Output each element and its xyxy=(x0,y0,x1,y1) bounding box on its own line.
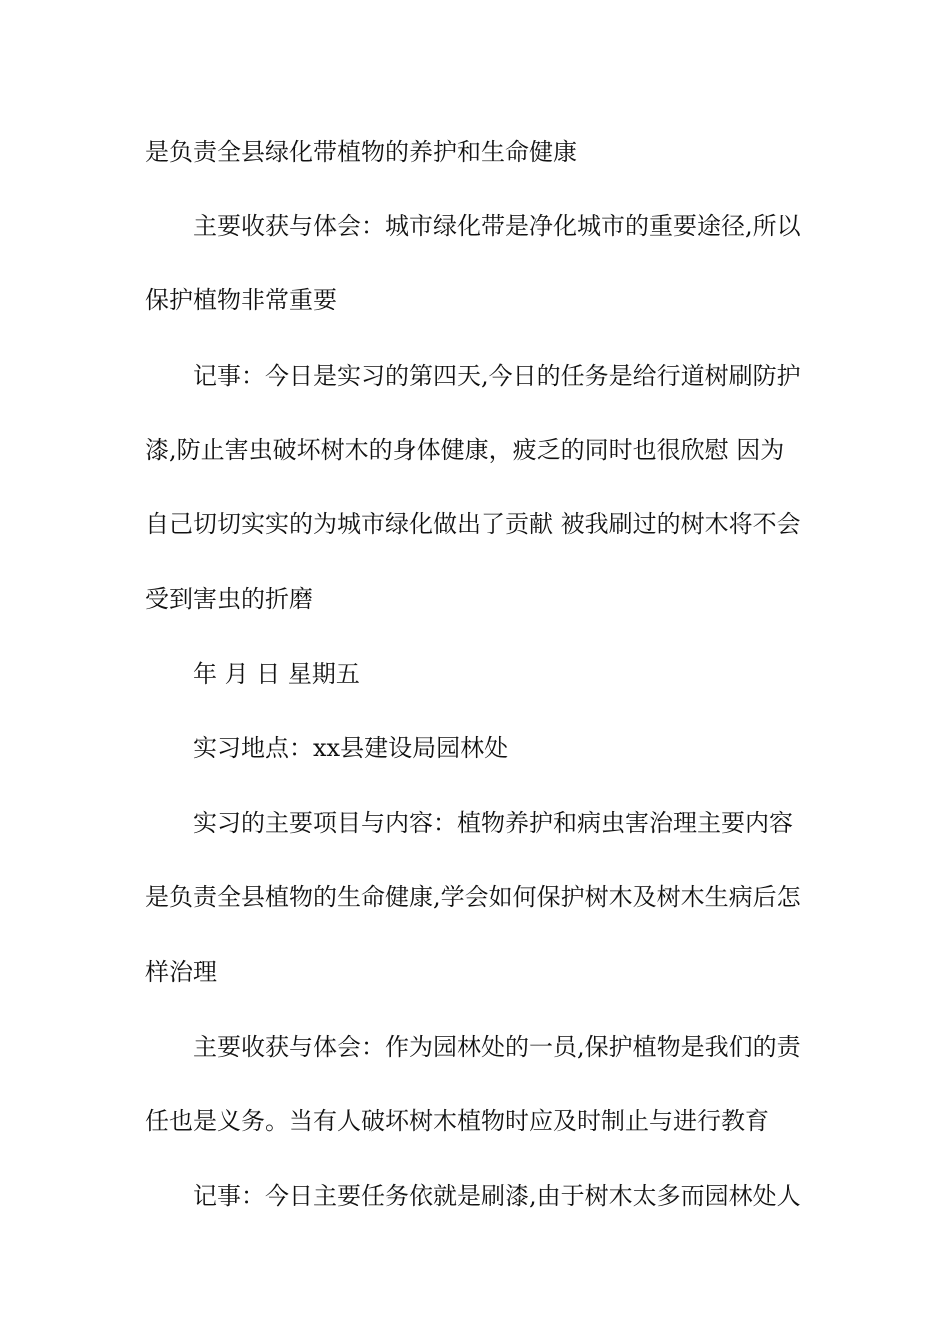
text-line: 年 月 日 星期五 xyxy=(193,660,360,688)
text-line: 主要收获与体会：城市绿化带是净化城市的重要途径,所以 xyxy=(193,212,801,240)
text-line: 记事：今日是实习的第四天,今日的任务是给行道树刷防护 xyxy=(193,362,801,390)
text-line: 主要收获与体会：作为园林处的一员,保护植物是我们的责 xyxy=(193,1033,801,1061)
text-line: 自己切切实实的为城市绿化做出了贡献 被我刷过的树木将不会 xyxy=(145,510,801,538)
text-line: 任也是义务。当有人破坏树木植物时应及时制止与进行教育 xyxy=(145,1107,769,1135)
text-line: 受到害虫的折磨 xyxy=(145,585,313,613)
text-line: 样治理 xyxy=(145,958,217,986)
text-line: 实习地点：xx县建设局园林处 xyxy=(193,734,509,762)
text-line: 是负责全县绿化带植物的养护和生命健康 xyxy=(145,138,577,166)
text-line: 实习的主要项目与内容：植物养护和病虫害治理主要内容 xyxy=(193,809,793,837)
text-line: 记事：今日主要任务依就是刷漆,由于树木太多而园林处人 xyxy=(193,1182,801,1210)
text-line: 漆,防止害虫破坏树木的身体健康，疲乏的同时也很欣慰 因为 xyxy=(145,436,785,464)
text-line: 是负责全县植物的生命健康,学会如何保护树木及树木生病后怎 xyxy=(145,883,801,911)
text-line: 保护植物非常重要 xyxy=(145,286,337,314)
